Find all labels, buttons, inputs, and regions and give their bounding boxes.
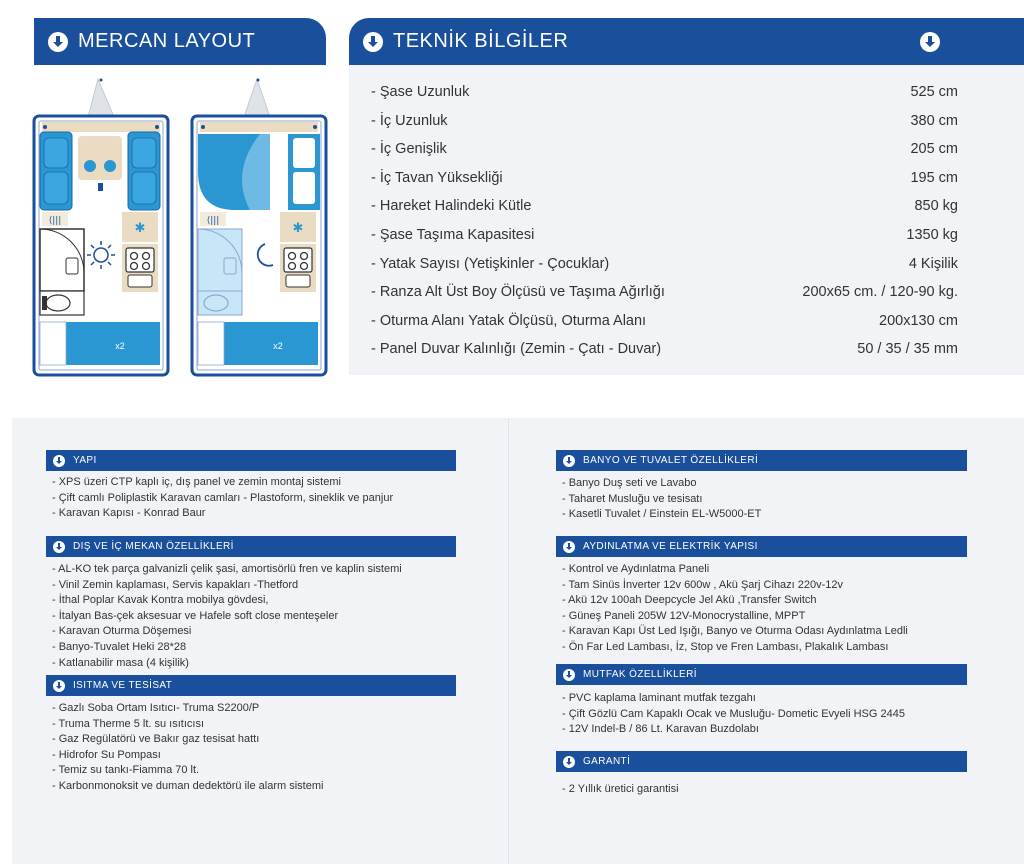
section-title: AYDINLATMA VE ELEKTRİK YAPISI bbox=[583, 541, 758, 552]
section-title: ISITMA VE TESİSAT bbox=[73, 680, 173, 691]
section-list bbox=[562, 562, 908, 656]
spec-value: 195 cm bbox=[910, 170, 958, 186]
list-item: - XPS üzeri CTP kaplı iç, dış panel ve zemin montaj sistemi bbox=[52, 476, 341, 488]
section-header-yapi bbox=[46, 450, 456, 471]
spec-value: 200x65 cm. / 120-90 kg. bbox=[802, 284, 958, 300]
floorplan-area bbox=[30, 72, 330, 382]
spec-row bbox=[349, 165, 1024, 193]
list-item: - İthal Poplar Kavak Kontra mobilya gövdesi, bbox=[52, 594, 269, 607]
download-circle-icon bbox=[53, 541, 65, 553]
download-circle-icon bbox=[563, 756, 575, 768]
download-circle-icon bbox=[563, 541, 575, 553]
spec-value: 380 cm bbox=[910, 113, 958, 129]
spec-label: - Şase Taşıma Kapasitesi bbox=[371, 227, 535, 243]
section-title: DIŞ VE İÇ MEKAN ÖZELLİKLERİ bbox=[73, 541, 234, 552]
section-list bbox=[52, 701, 323, 795]
spec-label: - Oturma Alanı Yatak Ölçüsü, Oturma Alanı bbox=[371, 313, 647, 329]
section-list bbox=[52, 562, 402, 671]
list-item: - Katlanabilir masa (4 kişilik) bbox=[52, 656, 189, 669]
list-item: - AL-KO tek parça galvanizli çelik şasi, amortisörlü fren ve kaplin sistemi bbox=[52, 563, 402, 575]
section-list bbox=[562, 476, 761, 523]
spec-row bbox=[349, 336, 1024, 364]
spec-row bbox=[349, 251, 1024, 279]
spec-value: 1350 kg bbox=[906, 227, 958, 243]
spec-value: 205 cm bbox=[910, 141, 958, 157]
list-item: - Banyo-Tuvalet Heki 28*28 bbox=[52, 640, 187, 653]
list-item: - İtalyan Bas-çek aksesuar ve Hafele soft close menteşeler bbox=[52, 609, 339, 622]
spec-row bbox=[349, 136, 1024, 164]
spec-label: - Ranza Alt Üst Boy Ölçüsü ve Taşıma Ağırlığı bbox=[371, 284, 665, 300]
list-item: - Gazlı Soba Ortam Isıtıcı- Truma S2200/P bbox=[52, 702, 260, 714]
list-item: - Güneş Paneli 205W 12V-Monocrystalline, MPPT bbox=[562, 609, 806, 622]
list-item: - Karbonmonoksit ve duman dedektörü ile alarm sistemi bbox=[52, 779, 324, 792]
section-title: YAPI bbox=[73, 455, 97, 466]
list-item: - Kontrol ve Aydınlatma Paneli bbox=[562, 563, 710, 575]
svg-text:✱: ✱ bbox=[292, 221, 304, 236]
spec-label: - Hareket Halindeki Kütle bbox=[371, 198, 532, 214]
section-title: GARANTİ bbox=[583, 756, 631, 767]
spec-row bbox=[349, 193, 1024, 221]
column-divider bbox=[508, 418, 509, 864]
bed-count-label: x2 bbox=[273, 341, 283, 351]
list-item: - Taharet Musluğu ve tesisatı bbox=[562, 492, 703, 505]
section-header-mutfak bbox=[556, 664, 967, 685]
section-list bbox=[562, 691, 905, 738]
list-item: - Kasetli Tuvalet / Einstein EL-W5000-ET bbox=[562, 508, 762, 521]
spec-row bbox=[349, 222, 1024, 250]
spec-label: - İç Genişlik bbox=[371, 141, 447, 157]
list-item: - PVC kaplama laminant mutfak tezgahı bbox=[562, 692, 756, 704]
layout-header bbox=[34, 18, 326, 65]
spec-label: - İç Tavan Yüksekliği bbox=[371, 170, 503, 186]
list-item: - Çift camlı Poliplastik Karavan camları - Plastoform, sineklik ve panjur bbox=[52, 491, 394, 504]
list-item: - Ön Far Led Lambası, İz, Stop ve Fren Lambası, Plakalık Lambası bbox=[562, 640, 889, 653]
section-header-aydinlatma bbox=[556, 536, 967, 557]
spec-label: - Panel Duvar Kalınlığı (Zemin - Çatı - Duvar) bbox=[371, 341, 662, 357]
floorplan-day bbox=[34, 79, 168, 376]
spec-value: 200x130 cm bbox=[879, 313, 958, 329]
spec-label: - Yatak Sayısı (Yetişkinler - Çocuklar) bbox=[371, 256, 610, 272]
section-list bbox=[52, 475, 393, 522]
download-circle-icon bbox=[563, 455, 575, 467]
section-header-garanti bbox=[556, 751, 967, 772]
section-title: MUTFAK ÖZELLİKLERİ bbox=[583, 669, 697, 680]
list-item: - 2 Yıllık üretici garantisi bbox=[562, 783, 679, 795]
list-item: - Vinil Zemin kaplaması, Servis kapakları -Thetford bbox=[52, 578, 299, 591]
list-item: - Karavan Kapısı - Konrad Baur bbox=[52, 507, 206, 520]
svg-text:✱: ✱ bbox=[134, 221, 146, 236]
section-header-isitma bbox=[46, 675, 456, 696]
list-item: - Tam Sinüs İnverter 12v 600w , Akü Şarj Cihazı 220v-12v bbox=[562, 578, 844, 591]
tech-header bbox=[349, 18, 1024, 65]
list-item: - Akü 12v 100ah Deepcycle Jel Akü ,Transfer Switch bbox=[562, 594, 817, 607]
floorplan-night bbox=[192, 79, 326, 376]
download-circle-icon[interactable] bbox=[48, 32, 68, 52]
list-item: - 12V Indel-B / 86 Lt. Karavan Buzdolabı bbox=[562, 723, 759, 736]
list-item: - Karavan Oturma Döşemesi bbox=[52, 625, 192, 638]
spec-value: 850 kg bbox=[914, 198, 958, 214]
spec-value: 4 Kişilik bbox=[908, 256, 958, 272]
section-header-banyo bbox=[556, 450, 967, 471]
list-item: - Temiz su tankı-Fiamma 70 lt. bbox=[52, 764, 200, 777]
spec-row bbox=[349, 79, 1024, 107]
list-item: - Çift Gözlü Cam Kapaklı Ocak ve Musluğu- Dometic Evyeli HSG 2445 bbox=[562, 707, 905, 720]
spec-row bbox=[349, 108, 1024, 136]
list-item: - Banyo Duş seti ve Lavabo bbox=[562, 477, 697, 489]
spec-row bbox=[349, 279, 1024, 307]
bed-count-label: x2 bbox=[115, 341, 125, 351]
spec-value: 50 / 35 / 35 mm bbox=[857, 341, 958, 357]
spec-label: - İç Uzunluk bbox=[371, 113, 448, 129]
tech-specs-panel bbox=[349, 65, 1024, 375]
floorplan-drawing bbox=[30, 72, 330, 382]
list-item: - Karavan Kapı Üst Led Işığı, Banyo ve Oturma Odası Aydınlatma Ledli bbox=[562, 625, 908, 638]
spec-value: 525 cm bbox=[910, 84, 958, 100]
download-circle-icon[interactable] bbox=[363, 32, 383, 52]
spec-label: - Şase Uzunluk bbox=[371, 84, 470, 100]
download-circle-icon bbox=[563, 669, 575, 681]
download-circle-icon[interactable] bbox=[920, 32, 940, 52]
list-item: - Gaz Regülatörü ve Bakır gaz tesisat hattı bbox=[52, 733, 260, 746]
download-circle-icon bbox=[53, 680, 65, 692]
list-item: - Truma Therme 5 lt. su ısıtıcısı bbox=[52, 717, 205, 730]
section-list bbox=[562, 782, 679, 798]
tech-title: TEKNİK BİLGİLER bbox=[393, 30, 569, 52]
download-circle-icon bbox=[53, 455, 65, 467]
spec-row bbox=[349, 308, 1024, 336]
svg-text:⟨|||: ⟨||| bbox=[206, 216, 220, 226]
list-item: - Hidrofor Su Pompası bbox=[52, 748, 161, 761]
svg-text:⟨|||: ⟨||| bbox=[48, 216, 62, 226]
section-title: BANYO VE TUVALET ÖZELLİKLERİ bbox=[583, 455, 759, 466]
section-header-dis-ic-mekan bbox=[46, 536, 456, 557]
layout-title: MERCAN LAYOUT bbox=[78, 30, 256, 52]
